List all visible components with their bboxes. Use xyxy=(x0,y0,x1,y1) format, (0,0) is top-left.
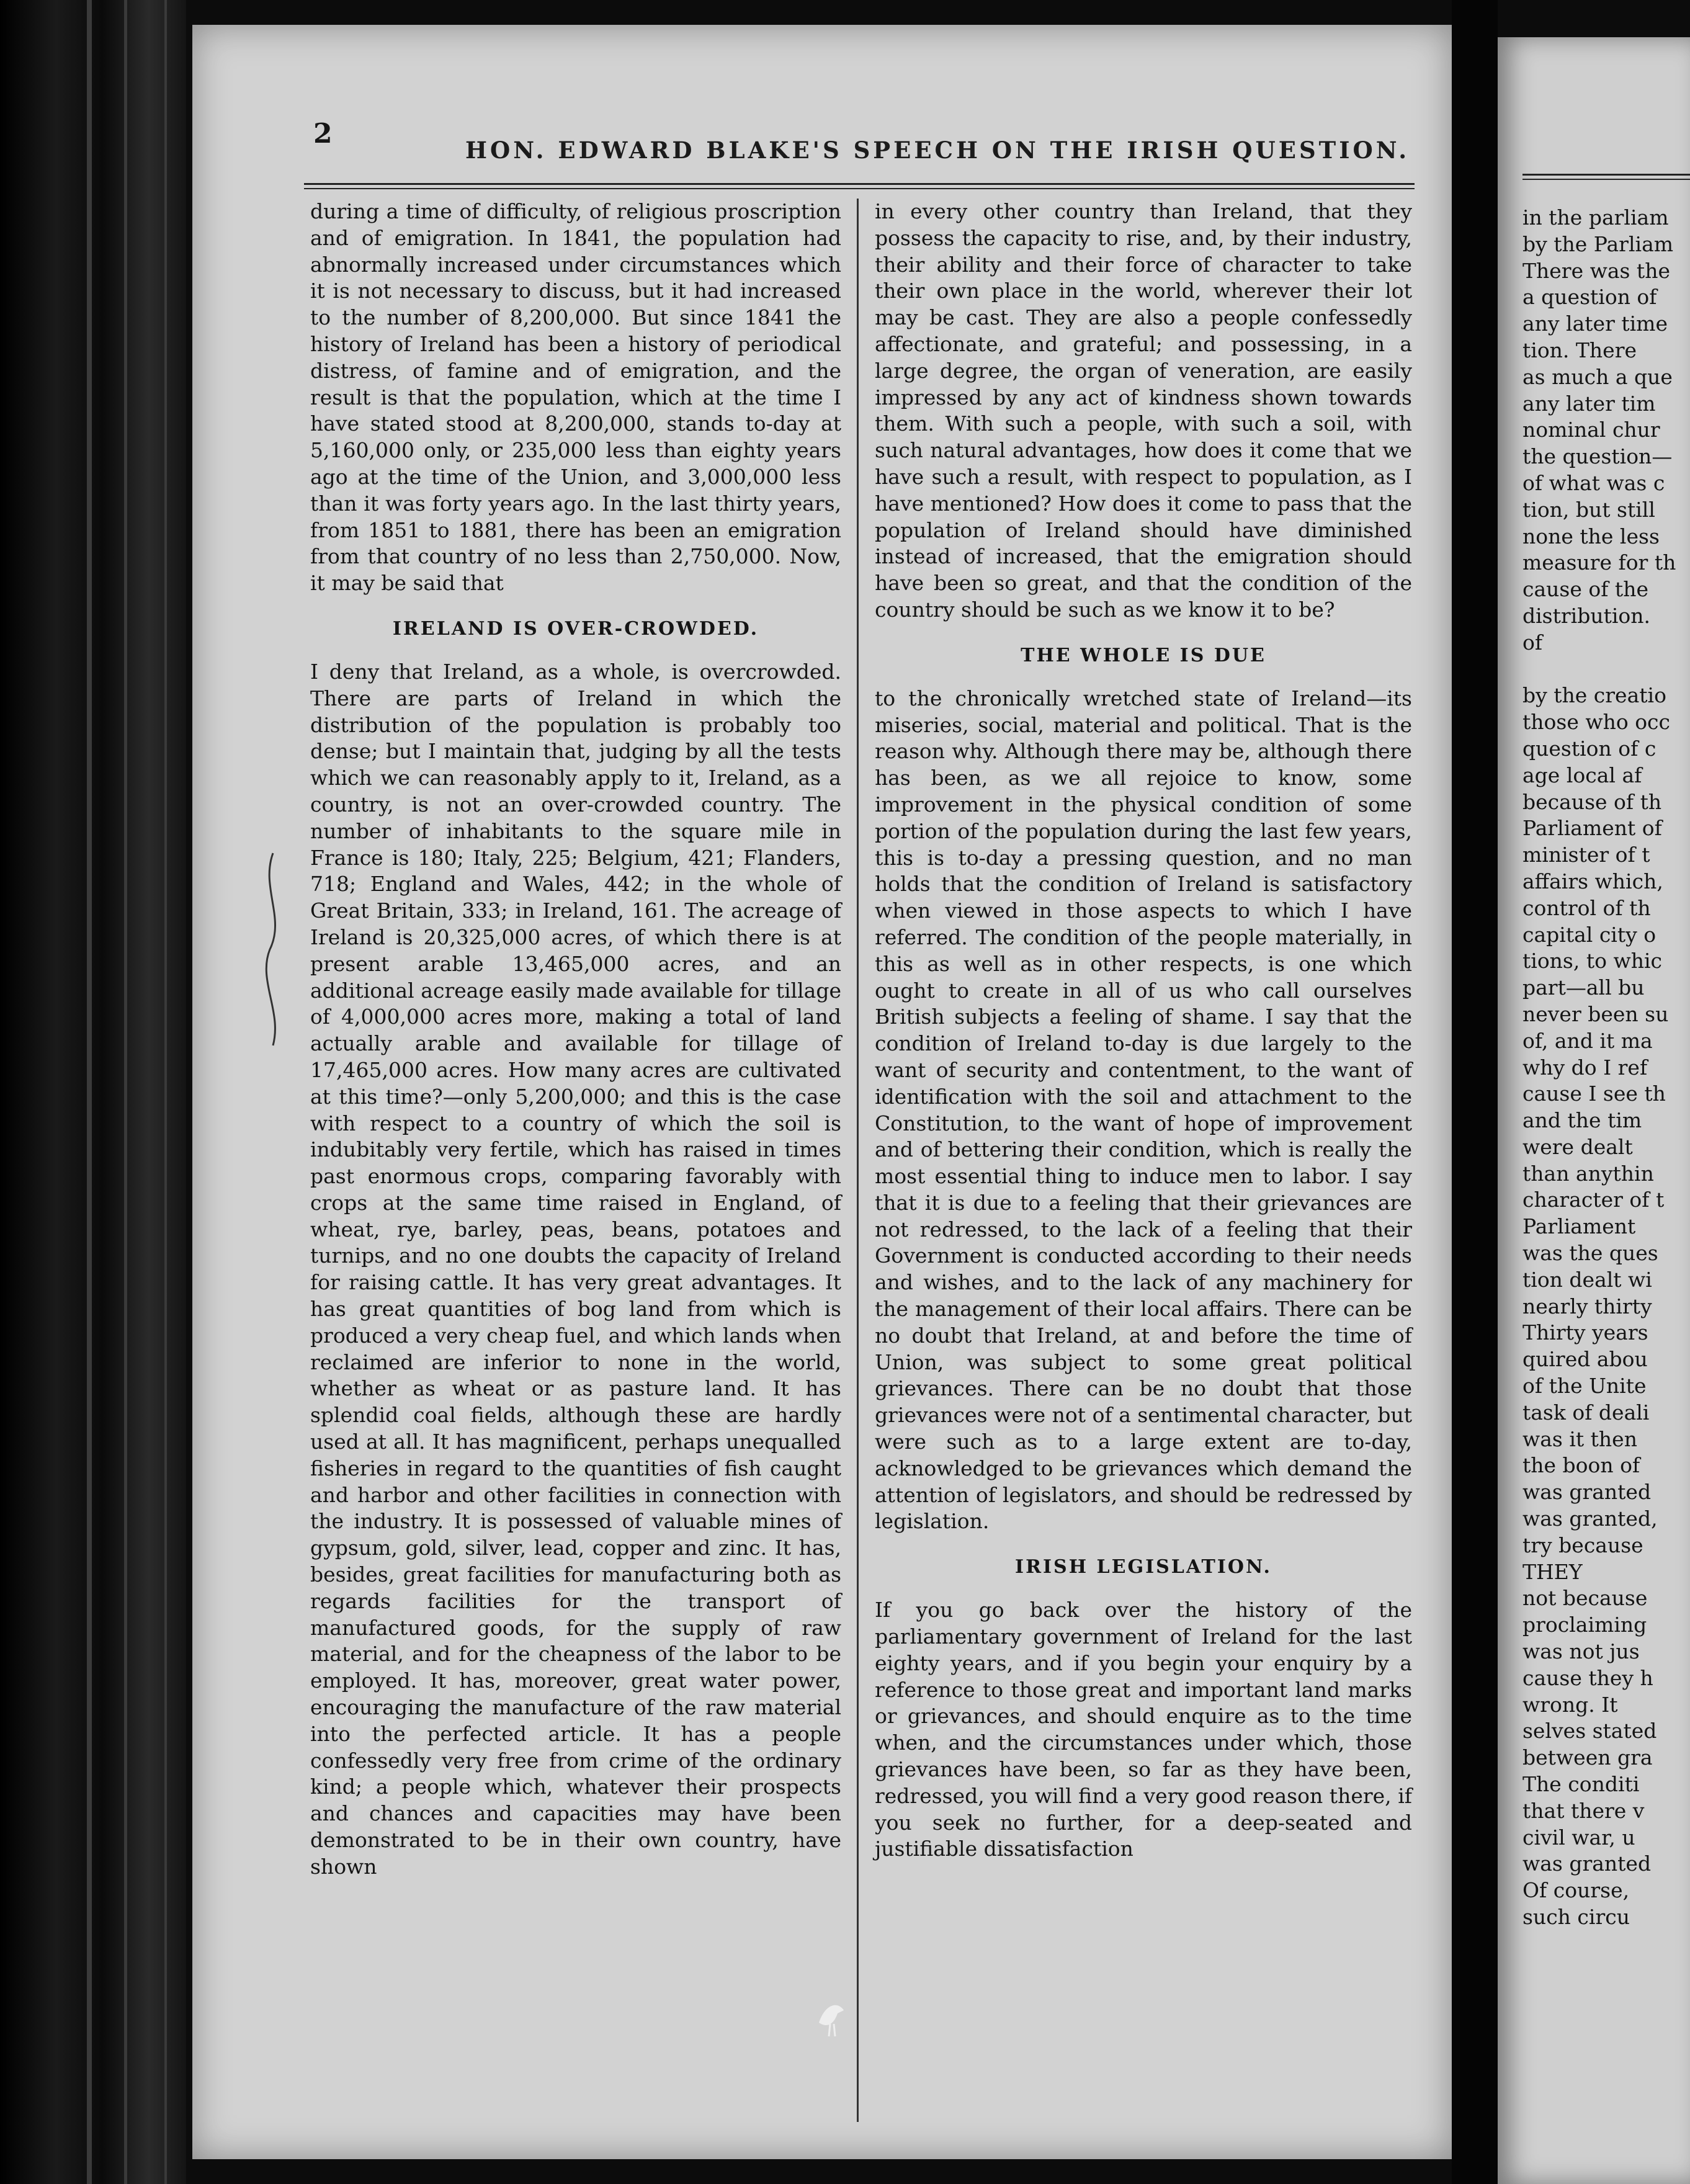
adjacent-line: why do I ref xyxy=(1522,1055,1648,1080)
adjacent-line: none the less xyxy=(1522,524,1660,548)
adjacent-line: the question— xyxy=(1522,444,1673,469)
adjacent-line: cause I see th xyxy=(1522,1081,1666,1106)
page-header xyxy=(192,25,1452,186)
adjacent-line: age local af xyxy=(1522,763,1642,787)
adjacent-line: was granted xyxy=(1522,1851,1652,1876)
binding-line xyxy=(164,0,167,2184)
pencil-margin-mark xyxy=(254,850,292,1049)
adjacent-line: affairs which, xyxy=(1522,869,1663,893)
adjacent-line: Parliament of xyxy=(1522,816,1662,841)
adjacent-line: proclaiming xyxy=(1522,1613,1647,1637)
adjacent-line: capital city o xyxy=(1522,922,1656,947)
adjacent-line: was granted, xyxy=(1522,1506,1658,1531)
binding-line xyxy=(87,0,92,2184)
adjacent-page xyxy=(1498,37,1690,2184)
adjacent-line: THEY xyxy=(1522,1559,1583,1584)
section-heading: IRISH LEGISLATION. xyxy=(1015,1556,1272,1578)
adjacent-line: was the ques xyxy=(1522,1241,1658,1266)
adjacent-line: wrong. It xyxy=(1522,1692,1618,1717)
adjacent-line: a question of xyxy=(1522,285,1657,310)
adjacent-line: The conditi xyxy=(1522,1772,1640,1797)
adjacent-line: civil war, u xyxy=(1522,1825,1635,1850)
header-rule-top xyxy=(1522,174,1690,176)
header-rule-top xyxy=(304,183,1415,185)
adjacent-line: nearly thirty xyxy=(1522,1294,1652,1318)
adjacent-line: Thirty years xyxy=(1522,1320,1648,1345)
paragraph: in every other country than Ireland, that they possess the capacity to rise, and, by their industry, their ability and their force of character to take their own place in the world, wherever their lot may be cast. They are also a people confessedly affectionate, and grateful; and possessing, in a large degree, the organ of veneration, are easily impressed by any act of kindness shown towards them. With such a people, with such a soil, with such natural advantages, how does it come that we have such a result, with respect to population, as I have mentioned? How does it come to pass that the population of Ireland should have diminished instead of increased, that the emigration should have been so great, and that the condition of the country should be such as we know it to be? xyxy=(875,199,1412,622)
adjacent-line: character of t xyxy=(1522,1188,1665,1212)
running-head: HON. EDWARD BLAKE'S SPEECH ON THE IRISH QUESTION. xyxy=(465,136,1410,164)
adjacent-line: part—all bu xyxy=(1522,975,1645,1000)
middle-column xyxy=(875,199,1412,1863)
left-column xyxy=(310,199,841,1881)
paragraph: during a time of difficulty, of religious proscription and of emigration. In 1841, the population had abnormally increased under circumstances which it is not necessary to discuss, but it had increased to the number of 8,200,000. But since 1841 the history of Ireland has been a history of periodical distress, of famine and of emigration, and the result is that the population, which at the time I have stated stood at 8,200,000, stands to-day at 5,160,000 only, or 235,000 less than eighty years ago at the time of the Union, and 3,000,000 less than it was forty years ago. In the last thirty years, from 1851 to 1881, there has been an emigration from that country of no less than 2,750,000. Now, it may be said that xyxy=(310,199,841,596)
adjacent-line: of the Unite xyxy=(1522,1374,1647,1399)
header-rule-bottom xyxy=(1522,179,1690,180)
adjacent-line: were dealt xyxy=(1522,1134,1633,1159)
adjacent-line: of, and it ma xyxy=(1522,1028,1653,1053)
adjacent-column xyxy=(1522,205,1690,1931)
adjacent-line: and the tim xyxy=(1522,1108,1642,1133)
adjacent-line: was it then xyxy=(1522,1426,1637,1451)
adjacent-line: control of th xyxy=(1522,895,1651,920)
adjacent-line: question of c xyxy=(1522,736,1656,761)
adjacent-line: any later tim xyxy=(1522,391,1656,416)
section-heading: THE WHOLE IS DUE xyxy=(1021,644,1266,666)
adjacent-line: try because xyxy=(1522,1533,1643,1557)
adjacent-line: quired abou xyxy=(1522,1347,1648,1372)
adjacent-line: of what was c xyxy=(1522,470,1665,495)
adjacent-line: by the Parliam xyxy=(1522,231,1674,256)
adjacent-line: those who occ xyxy=(1522,710,1671,735)
adjacent-line: task of deali xyxy=(1522,1400,1650,1425)
adjacent-line: Parliament xyxy=(1522,1214,1636,1239)
paragraph: I deny that Ireland, as a whole, is overcrowded. There are parts of Ireland in which the distribution of the population is probably too dense; but I maintain that, judging by all the tests which we can reasonably apply to it, Ireland, as a country, is not an over-crowded country. The number of inhabitants to the square mile in France is 180; Italy, 225; Belgium, 421; Flanders, 718; England and Wales, 442; in the whole of Great Britain, 333; in Ireland, 161. The acreage of Ireland is 20,325,000 acres, of which there is at present arable 13,465,000 acres, and an additional acreage easily made available for tillage of 4,000,000 acres more, making a total of land actually arable and available for tillage of 17,465,000 acres. How many acres are cultivated at this time?—only 5,200,000; and this is the case with respect to a country of which the soil is indubitably very fertile, which has raised in times past enormous crops, comparing favorably with crops at the same time raised in England, of wheat, rye, barley, peas, beans, potatoes and turnips, and no one doubts the capacity of Ireland for raising cattle. It has very great advantages. It has great quantities of bog land from which is produced a very cheap fuel, and which lands when reclaimed are inferior to none in the world, whether as wheat or as pasture land. It has splendid coal fields, although these are hardly used at all. It has magnificent, perhaps unequalled fisheries in regard to the quantities of fish caught and harbor and other facilities in connection with the industry. It is possessed of valuable mines of gypsum, gold, silver, lead, copper and zinc. It has, besides, great facilities for manufacturing both as regards facilities for the transport of manufactured goods, for the supply of raw material, and for the cheapness of the labor to be employed. It has, moreover, great water power, encouraging the manufacture of the raw material into the perfected article. It has a people confessedly very free from crime of the ordinary kind; a people which, whatever their prospects and chances and capacities may have been demonstrated to be in their own country, have shown xyxy=(310,659,841,1879)
adjacent-line: because of th xyxy=(1522,789,1662,814)
bird-stamp-icon xyxy=(813,1985,850,2041)
adjacent-line: There was the xyxy=(1522,258,1670,283)
adjacent-line: was granted xyxy=(1522,1480,1652,1505)
adjacent-line: cause they h xyxy=(1522,1665,1653,1690)
adjacent-line: by the creatio xyxy=(1522,683,1666,708)
adjacent-line: tions, to whic xyxy=(1522,949,1663,973)
adjacent-line: measure for th xyxy=(1522,550,1676,575)
adjacent-line: such circu xyxy=(1522,1905,1630,1929)
adjacent-line: between gra xyxy=(1522,1745,1653,1770)
adjacent-line: any later time xyxy=(1522,311,1668,336)
book-binding-edge xyxy=(0,0,186,2184)
paragraph: to the chronically wretched state of Ireland—its miseries, social, material and political. That is the reason why. Although there may be, although there has been, as we all rejoice to know, some improvement in the physical condition of some portion of the population during the last few years, this is to-day a pressing question, and no man holds that the condition of Ireland is satisfactory when viewed in those aspects to which I have referred. The condition of the people materially, in this as well as in other respects, is one which ought to create in all of us who call ourselves British subjects a feeling of shame. I say that the condition of Ireland to-day is due largely to the want of security and contentment, to the want of identification with the soil and attachment to the Constitution, to the want of hope of improvement and of bettering their condition, which is really the most essential thing to induce men to labor. I say that it is due to a feeling that their grievances are not redressed, to the lack of a feeling that their Government is conducted according to their needs and wishes, and to the lack of any machinery for the management of their local affairs. There can be no doubt that Ireland, at and before the time of Union, was subject to some great political grievances. There can be no doubt that those grievances were not of a sentimental character, but were such as to a large extent are to-day, acknowledged to be grievances which demand the attention of legislators, and should be redressed by legislation. xyxy=(875,686,1412,1534)
binding-line xyxy=(124,0,127,2184)
column-divider xyxy=(857,199,859,2122)
adjacent-line: than anythin xyxy=(1522,1161,1654,1186)
adjacent-line: tion. There xyxy=(1522,338,1637,362)
section-heading: IRELAND IS OVER-CROWDED. xyxy=(392,617,759,640)
adjacent-line xyxy=(1522,656,1690,683)
adjacent-line: tion dealt wi xyxy=(1522,1267,1652,1292)
adjacent-line: never been su xyxy=(1522,1001,1669,1026)
adjacent-line: tion, but still xyxy=(1522,497,1655,522)
adjacent-line: in the parliam xyxy=(1522,205,1669,230)
adjacent-line: cause of the xyxy=(1522,577,1648,602)
adjacent-line: as much a que xyxy=(1522,364,1673,389)
adjacent-line: of xyxy=(1522,630,1543,655)
header-rule-bottom xyxy=(304,188,1415,189)
adjacent-line: selves stated xyxy=(1522,1719,1657,1743)
adjacent-line: Of course, xyxy=(1522,1878,1630,1903)
paragraph: If you go back over the history of the parliamentary government of Ireland for the last eighty years, and if you begin your enquiry by a reference to those great and important land marks or grievances, and should enquire as to the time when, and the circumstances under which, those grievances have been, so far as they have been, redressed, you will find a very good reason there, if you seek no further, for a deep-seated and justifiable dissatisfaction xyxy=(875,1598,1412,1861)
adjacent-line: the boon of xyxy=(1522,1453,1640,1478)
scanned-page xyxy=(192,25,1452,2159)
adjacent-line: minister of t xyxy=(1522,843,1650,867)
adjacent-line: was not jus xyxy=(1522,1639,1640,1664)
adjacent-line: nominal chur xyxy=(1522,418,1660,442)
page-number: 2 xyxy=(313,118,333,150)
adjacent-line: distribution. xyxy=(1522,603,1651,628)
adjacent-line: that there v xyxy=(1522,1798,1645,1823)
adjacent-line: not because xyxy=(1522,1586,1648,1611)
page-gutter xyxy=(1452,0,1498,2184)
